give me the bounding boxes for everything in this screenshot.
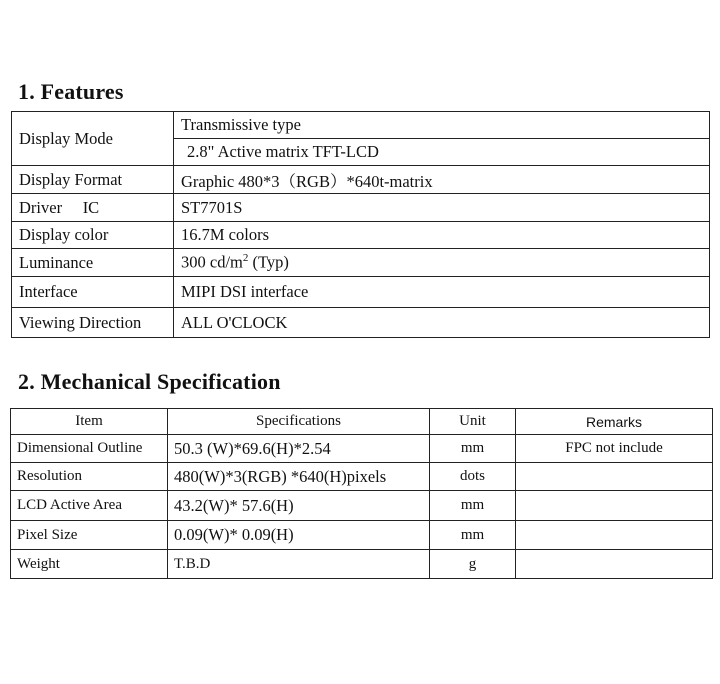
features-table <box>11 111 710 338</box>
table-row <box>12 249 710 277</box>
feature-label: Driver IC <box>12 194 174 222</box>
mechanical-heading: 2. Mechanical Specification <box>18 369 281 394</box>
feature-value: ALL O'CLOCK <box>174 308 710 338</box>
feature-label: Display color <box>12 222 174 249</box>
luminance-suffix: (Typ) <box>248 252 289 272</box>
feature-value: Graphic 480*3（RGB）*640t-matrix <box>174 166 710 194</box>
features-heading: 1. Features <box>18 79 124 104</box>
spec-unit: dots <box>430 463 516 491</box>
table-row <box>12 166 710 194</box>
display-mode-label: Display Mode <box>12 112 174 166</box>
table-row <box>11 435 713 463</box>
spec-value: 43.2(W)* 57.6(H) <box>168 491 430 521</box>
feature-label: Interface <box>12 277 174 308</box>
feature-label: Viewing Direction <box>12 308 174 338</box>
display-mode-value-2-text: 2.8" Active matrix TFT-LCD <box>187 142 379 161</box>
spec-item: Weight <box>11 550 168 579</box>
feature-value: MIPI DSI interface <box>174 277 710 308</box>
spec-unit: g <box>430 550 516 579</box>
display-mode-value-1: Transmissive type <box>174 112 710 139</box>
spec-unit: mm <box>430 435 516 463</box>
spec-item: Pixel Size <box>11 521 168 550</box>
feature-label: Luminance <box>12 249 174 277</box>
spec-value: 480(W)*3(RGB) *640(H)pixels <box>168 463 430 491</box>
luminance-value: 300 cd/m <box>181 252 243 272</box>
spec-item: Resolution <box>11 463 168 491</box>
feature-value: ST7701S <box>174 194 710 222</box>
spec-value: 50.3 (W)*69.6(H)*2.54 <box>168 435 430 463</box>
spec-item: LCD Active Area <box>11 491 168 521</box>
spec-remarks <box>516 521 713 550</box>
table-row <box>12 308 710 338</box>
spec-value: T.B.D <box>168 550 430 579</box>
table-row <box>12 194 710 222</box>
table-row <box>12 222 710 249</box>
header-specifications: Specifications <box>168 409 430 435</box>
header-item: Item <box>11 409 168 435</box>
spec-value: 0.09(W)* 0.09(H) <box>168 521 430 550</box>
spec-remarks: FPC not include <box>516 435 713 463</box>
spec-remarks <box>516 550 713 579</box>
spec-item: Dimensional Outline <box>11 435 168 463</box>
table-row <box>11 491 713 521</box>
table-row <box>11 550 713 579</box>
table-row <box>11 463 713 491</box>
display-mode-value-2 <box>174 139 710 166</box>
spec-unit: mm <box>430 521 516 550</box>
spec-remarks <box>516 463 713 491</box>
header-unit: Unit <box>430 409 516 435</box>
table-row <box>11 521 713 550</box>
table-header-row <box>11 409 713 435</box>
table-row <box>12 277 710 308</box>
luminance-superscript: 2 <box>242 252 249 265</box>
table-row <box>12 112 710 139</box>
spec-remarks <box>516 491 713 521</box>
spec-unit: mm <box>430 491 516 521</box>
mechanical-table <box>10 408 713 579</box>
feature-label: Display Format <box>12 166 174 194</box>
feature-value-luminance <box>174 249 710 277</box>
feature-value: 16.7M colors <box>174 222 710 249</box>
header-remarks: Remarks <box>516 409 713 435</box>
